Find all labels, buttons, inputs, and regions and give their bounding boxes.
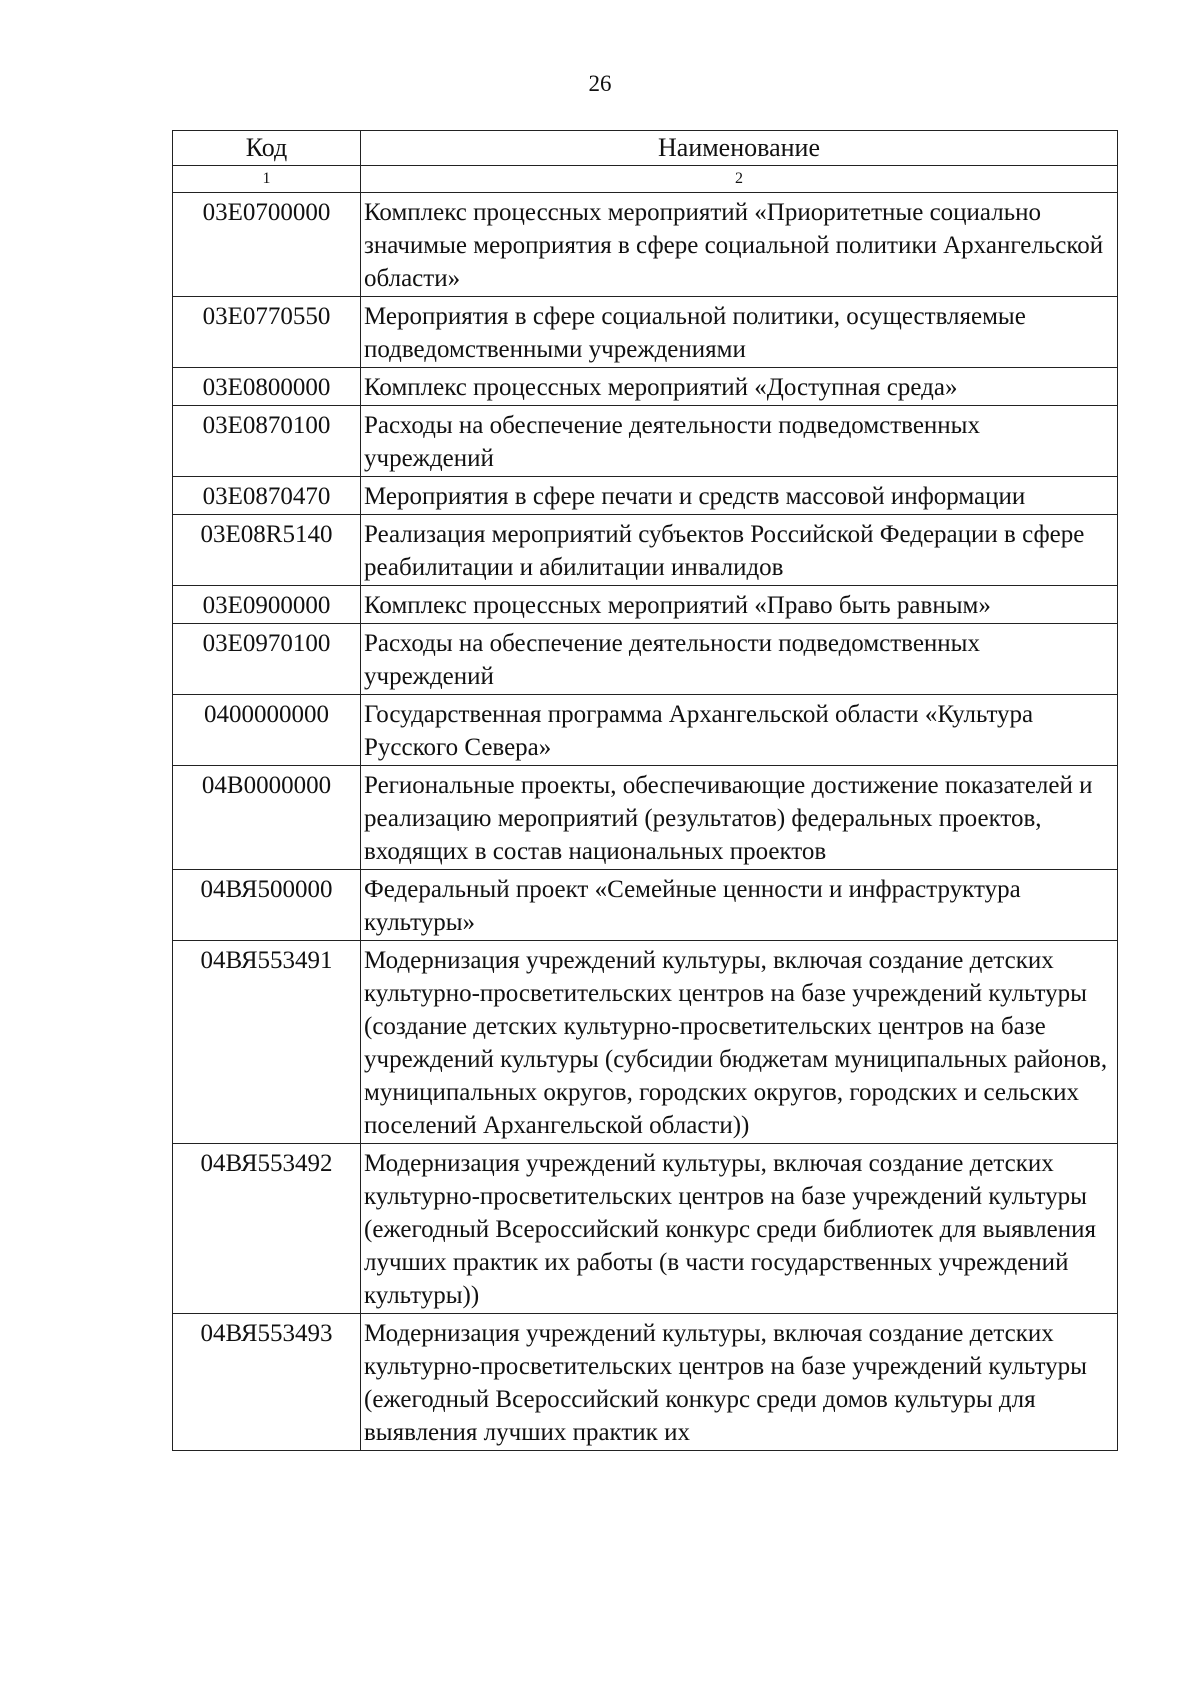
row-name: Мероприятия в сфере печати и средств массовой информации [361, 477, 1118, 515]
row-code: 03Е0800000 [173, 368, 361, 406]
table-row [173, 515, 1118, 586]
row-name: Региональные проекты, обеспечивающие достижение показателей и реализацию мероприятий (результатов) федеральных проектов, входящих в состав национальных проектов [361, 766, 1118, 870]
row-code: 0400000000 [173, 695, 361, 766]
table-row [173, 297, 1118, 368]
table-header-row [173, 131, 1118, 166]
row-code: 04ВЯ500000 [173, 870, 361, 941]
row-code: 04ВЯ553493 [173, 1314, 361, 1451]
row-name: Федеральный проект «Семейные ценности и инфраструктура культуры» [361, 870, 1118, 941]
row-name: Комплекс процессных мероприятий «Приоритетные социально значимые мероприятия в сфере социальной политики Архангельской области» [361, 193, 1118, 297]
row-code: 04В0000000 [173, 766, 361, 870]
row-code: 03Е08R5140 [173, 515, 361, 586]
row-name: Модернизация учреждений культуры, включая создание детских культурно-просветительских центров на базе учреждений культуры (ежегодный Всероссийский конкурс среди домов культуры для выявления лучших практик их [361, 1314, 1118, 1451]
row-code: 03Е0970100 [173, 624, 361, 695]
row-code: 03Е0700000 [173, 193, 361, 297]
table-row [173, 193, 1118, 297]
row-code: 04ВЯ553491 [173, 941, 361, 1144]
table-row [173, 695, 1118, 766]
row-code: 03Е0900000 [173, 586, 361, 624]
row-name: Мероприятия в сфере социальной политики, осуществляемые подведомственными учреждениями [361, 297, 1118, 368]
table-row [173, 368, 1118, 406]
row-name: Комплекс процессных мероприятий «Доступная среда» [361, 368, 1118, 406]
header-code: Код [173, 131, 361, 166]
row-name: Комплекс процессных мероприятий «Право быть равным» [361, 586, 1118, 624]
row-name: Реализация мероприятий субъектов Российской Федерации в сфере реабилитации и абилитации инвалидов [361, 515, 1118, 586]
budget-codes-table [172, 130, 1118, 1451]
row-name: Расходы на обеспечение деятельности подведомственных учреждений [361, 624, 1118, 695]
row-code: 03Е0770550 [173, 297, 361, 368]
table-row [173, 477, 1118, 515]
column-number-2: 2 [361, 166, 1118, 193]
table-row [173, 406, 1118, 477]
column-number-row [173, 166, 1118, 193]
table-row [173, 586, 1118, 624]
table-row [173, 941, 1118, 1144]
table-row [173, 766, 1118, 870]
page-number: 26 [588, 71, 612, 96]
table-row [173, 1314, 1118, 1451]
row-name: Государственная программа Архангельской области «Культура Русского Севера» [361, 695, 1118, 766]
row-name: Модернизация учреждений культуры, включая создание детских культурно-просветительских центров на базе учреждений культуры (создание детских культурно-просветительских центров на базе учреждений культуры (субсидии бюджетам муниципальных районов, муниципальных округов, городских округов, городских и сельских поселений Архангельской области)) [361, 941, 1118, 1144]
column-number-1: 1 [173, 166, 361, 193]
header-name: Наименование [361, 131, 1118, 166]
table-row [173, 1144, 1118, 1314]
row-code: 03Е0870470 [173, 477, 361, 515]
row-code: 03Е0870100 [173, 406, 361, 477]
table-row [173, 624, 1118, 695]
row-code: 04ВЯ553492 [173, 1144, 361, 1314]
table-row [173, 870, 1118, 941]
row-name: Расходы на обеспечение деятельности подведомственных учреждений [361, 406, 1118, 477]
row-name: Модернизация учреждений культуры, включая создание детских культурно-просветительских центров на базе учреждений культуры (ежегодный Всероссийский конкурс среди библиотек для выявления лучших практик их работы (в части государственных учреждений культуры)) [361, 1144, 1118, 1314]
